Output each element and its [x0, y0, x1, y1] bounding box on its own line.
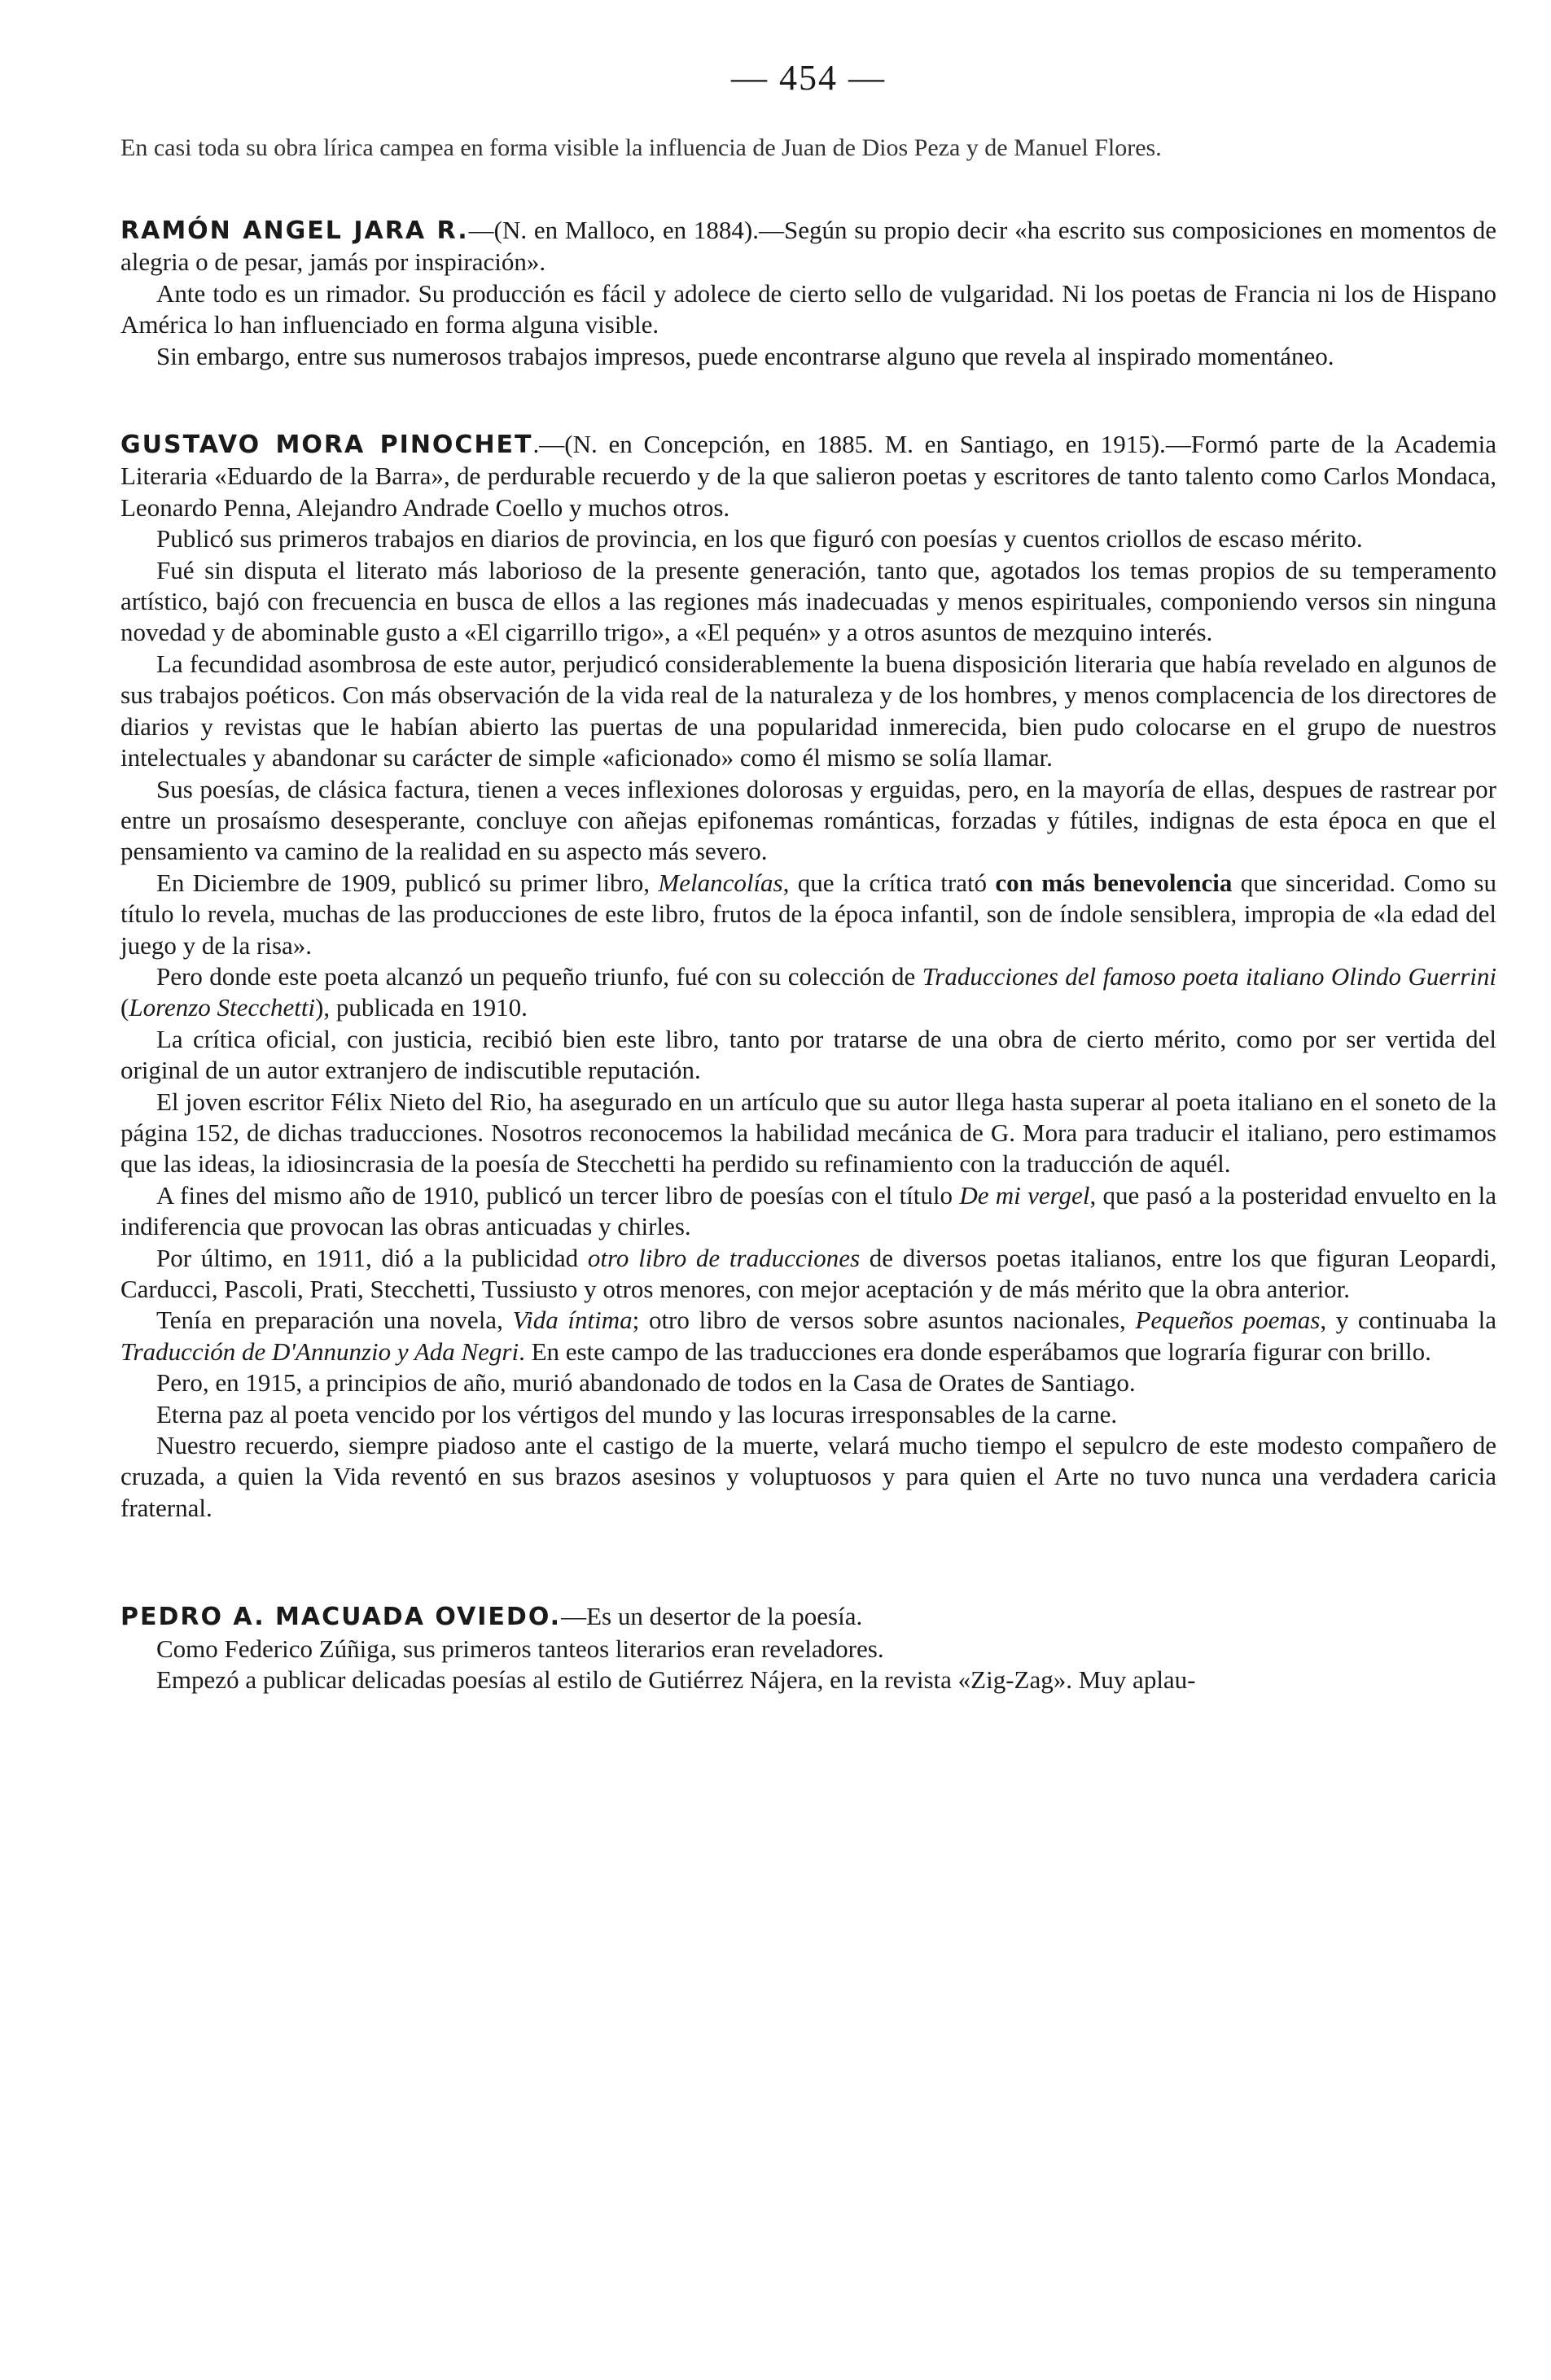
entry-ramon-angel-jara	[120, 215, 1496, 372]
book-title: De mi vergel	[959, 1180, 1090, 1210]
intro-paragraph: En casi toda su obra lírica campea en forma visible la influencia de Juan de Dios Peza y de Manuel Flores.	[120, 134, 1162, 161]
text-run: (	[120, 993, 129, 1022]
text-run: , que la crítica trató	[782, 868, 996, 897]
entry-name: RAMÓN ANGEL JARA R.	[120, 217, 469, 245]
body-paragraph	[120, 868, 1496, 961]
body-paragraph: Nuestro recuerdo, siempre piadoso ante el castigo de la muerte, velará mucho tiempo el sepulcro de este modesto compañero de cruzada, a quien la Vida reventó en sus brazos asesinos y voluptuosos y para quien el Arte no tuvo nunca una verdadera caricia fraternal.	[120, 1431, 1496, 1522]
body-paragraph: Publicó sus primeros trabajos en diarios de provincia, en los que figuró con poesías y cuentos criollos de escaso mérito.	[156, 524, 1363, 553]
body-paragraph	[120, 1180, 1496, 1243]
body-paragraph: Como Federico Zúñiga, sus primeros tanteos literarios eran reveladores.	[156, 1634, 884, 1663]
text-run: . En este campo de las traducciones era donde esperábamos que lograría figurar con brillo.	[519, 1337, 1431, 1366]
author-alias: Lorenzo Stecchetti	[129, 993, 316, 1022]
book-title: Traducción de D'Annunzio y Ada Negri	[120, 1337, 519, 1366]
bold-text: con más benevolencia	[995, 868, 1233, 897]
body-paragraph: La fecundidad asombrosa de este autor, perjudicó considerablemente la buena disposición literaria que había revelado en algunos de sus trabajos poéticos. Con más observación de la vida real de la naturaleza y de los hombres, y menos complacencia de los directores de diarios y revistas que le habían abierto las puertas de una popularidad inmerecida, bien pudo colocarse en el grupo de nuestros intelectuales y abandonar su carácter de simple «aficionado» como él mismo se solía llamar.	[120, 649, 1496, 772]
body-paragraph: Sin embargo, entre sus numerosos trabajos impresos, puede encontrarse alguno que revela al inspirado momentáneo.	[156, 341, 1334, 370]
text-run: A fines del mismo año de 1910, publicó un tercer libro de poesías con el título	[156, 1180, 960, 1210]
text-run: de diversos poetas italianos, entre los que figuran Leopardi, Carducci, Pascoli, Prati, Stecchetti, Tussiusto y otros menores, con mejor aceptación y de más mérito que la obra anterior.	[120, 1243, 1496, 1303]
entry-lead-paragraph	[120, 215, 1496, 278]
entry-name: GUSTAVO MORA PINOCHET	[120, 431, 533, 460]
text-run: ; otro libro de versos sobre asuntos nacionales,	[632, 1306, 1136, 1335]
body-paragraph: Fué sin disputa el literato más laborioso de la presente generación, tanto que, agotados los temas propios de su temperamento artístico, bajó con frecuencia en busca de ellos a las regiones más inadecuadas y menos espirituales, componiendo versos sin ninguna novedad y de abominable gusto a «El cigarrillo trigo», a «El pequén» y a otros asuntos de mezquino interés.	[120, 555, 1496, 647]
entry-gustavo-mora-pinochet	[120, 429, 1496, 1524]
entry-lead-paragraph	[120, 1601, 1496, 1633]
text-run: Tenía en preparación una novela,	[156, 1306, 513, 1335]
text-run: Por último, en 1911, dió a la publicidad	[156, 1243, 588, 1272]
book-title: Vida íntima	[512, 1306, 633, 1335]
text-run: Pero donde este poeta alcanzó un pequeño triunfo, fué con su colección de	[156, 961, 922, 991]
book-title: otro libro de traducciones	[587, 1243, 861, 1272]
book-title: Pequeños poemas	[1135, 1306, 1321, 1335]
entry-name: PEDRO A. MACUADA OVIEDO.	[120, 1603, 562, 1632]
text-run: , y continuaba la	[1320, 1306, 1496, 1335]
entry-lead-text: —(N. en Malloco, en 1884).—Según su propio decir «ha escrito sus composiciones en momentos de alegria o de pesar, jamás por inspiración».	[120, 216, 1496, 277]
body-paragraph: Empezó a publicar delicadas poesías al estilo de Gutiérrez Nájera, en la revista «Zig-Zag». Muy aplau-	[156, 1665, 1196, 1695]
entry-pedro-macuada-oviedo	[120, 1601, 1496, 1695]
text-run: , que pasó a la posteridad envuelto en la indiferencia que provocan las obras anticuadas y chirles.	[120, 1180, 1496, 1241]
body-paragraph	[120, 961, 1496, 1024]
book-page	[120, 57, 1496, 1695]
entry-lead-text: .—(N. en Concepción, en 1885. M. en Santiago, en 1915).—Formó parte de la Academia Literaria «Eduardo de la Barra», de perdurable recuerdo y de la que salieron poetas y escritores de tanto talento como Carlos Mondaca, Leonardo Penna, Alejandro Andrade Coello y muchos otros.	[120, 430, 1497, 522]
body-paragraph: Sus poesías, de clásica factura, tienen a veces inflexiones dolorosas y erguidas, pero, en la mayoría de ellas, despues de rastrear por entre un prosaísmo desesperante, concluye con añejas epifonemas románticas, forzadas y fútiles, indignas de esta época en que el pensamiento va camino de la realidad en su aspecto más severo.	[120, 774, 1496, 866]
body-paragraph: La crítica oficial, con justicia, recibió bien este libro, tanto por tratarse de una obra de cierto mérito, como por ser vertida del original de un autor extranjero de indiscutible reputación.	[120, 1024, 1496, 1085]
body-paragraph: Ante todo es un rimador. Su producción es fácil y adolece de cierto sello de vulgaridad. Ni los poetas de Francia ni los de Hispano América lo han influenciado en forma alguna visible.	[120, 278, 1496, 339]
body-paragraph: Pero, en 1915, a principios de año, murió abandonado de todos en la Casa de Orates de Santiago.	[156, 1368, 1136, 1398]
entry-lead-text: —Es un desertor de la poesía.	[561, 1602, 863, 1631]
text-run: que sinceridad. Como su título lo revela, muchas de las producciones de este libro, frutos de la época infantil, son de índole sensiblera, impropia de «la edad del juego y de la risa».	[120, 868, 1496, 960]
text-run: ), publicada en 1910.	[315, 993, 528, 1022]
text-run: En Diciembre de 1909, publicó su primer libro,	[156, 868, 659, 897]
body-paragraph	[120, 1305, 1496, 1367]
page-number: — 454 —	[731, 58, 886, 98]
entry-lead-paragraph	[120, 429, 1496, 523]
book-title: Melancolías	[658, 868, 783, 897]
body-paragraph: Eterna paz al poeta vencido por los vértigos del mundo y las locuras irresponsables de la carne.	[156, 1399, 1118, 1428]
body-paragraph	[120, 1243, 1496, 1306]
body-paragraph: El joven escritor Félix Nieto del Rio, ha asegurado en un artículo que su autor llega hasta superar al poeta italiano en el soneto de la página 152, de dichas traducciones. Nosotros reconocemos la habilidad mecánica de G. Mora para traducir el italiano, pero estimamos que las ideas, la idiosincrasia de la poesía de Stecchetti ha perdido su refinamiento con la traducción de aquél.	[120, 1087, 1496, 1179]
book-title: Traducciones del famoso poeta italiano Olindo Guerrini	[922, 961, 1496, 991]
